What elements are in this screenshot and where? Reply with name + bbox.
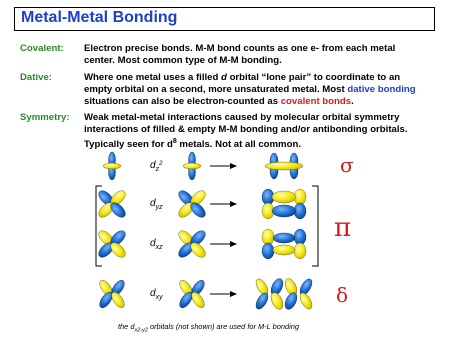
dxy-label: $d_{xy}$ (150, 288, 163, 301)
dyz-label: $d_{yz}$ (150, 198, 163, 211)
title-box (14, 7, 435, 31)
covalent-term: Covalent: (20, 43, 64, 54)
sigma-symbol: σ (340, 153, 354, 177)
dyz-orbital-left (96, 188, 128, 220)
dyz-orbital-right (176, 188, 208, 220)
dyz-row (96, 188, 306, 220)
dative-definition (84, 72, 434, 108)
dxz-label: $d_{xz}$ (150, 238, 163, 251)
page-title: Metal-Metal Bonding (21, 9, 178, 26)
orbital-diagram (0, 150, 450, 338)
dz2-orbital-right (183, 152, 201, 180)
sigma-bond-orbital (265, 153, 303, 179)
footnote-caption: the $d_{x2-y2}$ orbitals (not shown) are used for M-L bonding (118, 322, 299, 334)
dxy-orbital-right (177, 278, 207, 310)
delta-symbol: δ (336, 283, 349, 307)
dxy-row (97, 277, 314, 312)
dz2-row (103, 152, 303, 180)
dative-line-1: Where one metal uses a filled d orbital “lone pair” to coordinate to an (84, 72, 401, 83)
dxz-orbital-left (96, 228, 128, 260)
symmetry-line-1: Weak metal-metal interactions caused by molecular orbital symmetry (84, 112, 400, 123)
covalent-line-2: center. Most common type of M-M bonding. (84, 55, 282, 66)
covalent-line-1: Electron precise bonds. M-M bond counts as one e- from each metal (84, 43, 396, 54)
dxz-orbital-right (176, 228, 208, 260)
dz2-orbital-left (103, 152, 121, 180)
dz2-label: $d_z^2$ (150, 160, 163, 173)
symmetry-definition (84, 112, 434, 151)
dative-line-3: situations can also be electron-counted as covalent bonds. (84, 96, 354, 107)
dative-line-2: empty orbital on a second, more unsaturated metal. Most dative bonding (84, 84, 416, 95)
pi-bracket-right (312, 186, 318, 266)
dxz-row (96, 228, 306, 260)
symmetry-line-2: interactions of filled & empty M-M bonding and/or antibonding orbitals. (84, 124, 408, 135)
dative-term: Dative: (20, 72, 52, 83)
dxy-orbital-left (97, 278, 127, 310)
pi-bond-orbital-xz (262, 229, 306, 259)
symmetry-term: Symmetry: (20, 112, 70, 123)
pi-symbol: π (334, 213, 352, 243)
pi-bond-orbital-yz (262, 189, 306, 219)
symmetry-line-3: Typically seen for $d^8$ metals. Not at all common. (84, 138, 301, 151)
covalent-definition (84, 43, 434, 67)
delta-bond-orbital (254, 277, 315, 312)
